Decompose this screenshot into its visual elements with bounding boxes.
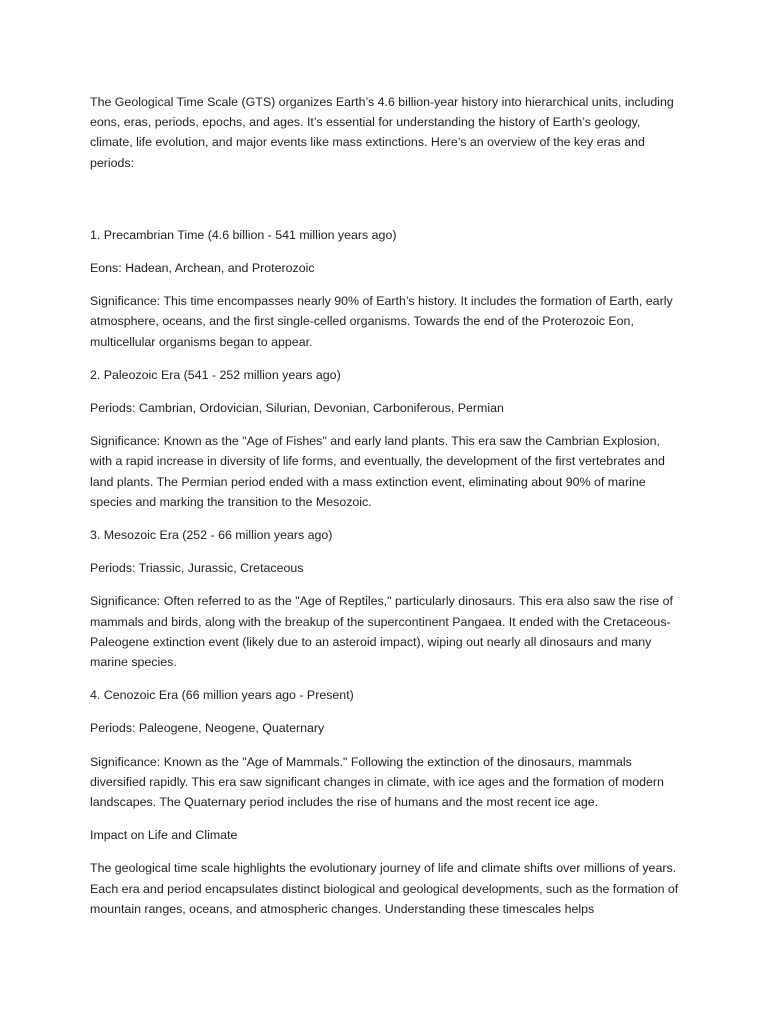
impact-paragraph: The geological time scale highlights the evolutionary journey of life and climate shifts over millions of years. Each era and period encapsulates distinct biological and geological developments, such as the formation of mountain ranges, oceans, and atmospheric changes. Understanding these timescales helps	[90, 861, 679, 916]
section-heading-paleozoic: 2. Paleozoic Era (541 - 252 million years ago)	[90, 367, 341, 382]
section-significance-paleozoic: Significance: Known as the "Age of Fishes" and early land plants. This era saw the Cambrian Explosion, with a rapid increase in diversity of life forms, and eventually, the development of the first vertebrates and land plants. The Permian period ended with a mass extinction event, eliminating about 90% of marine species and marking the transition to the Mesozoic.	[90, 434, 665, 509]
section-subunits-paleozoic: Periods: Cambrian, Ordovician, Silurian, Devonian, Carboniferous, Permian	[90, 401, 504, 416]
section-heading-precambrian: 1. Precambrian Time (4.6 billion - 541 million years ago)	[90, 227, 397, 242]
section-significance-mesozoic: Significance: Often referred to as the "Age of Reptiles," particularly dinosaurs. This era also saw the rise of mammals and birds, along with the breakup of the supercontinent Pangaea. It ended with the Cretaceous-Paleogene extinction event (likely due to an asteroid impact), wiping out nearly all dinosaurs and many marine species.	[90, 594, 673, 670]
section-subunits-mesozoic: Periods: Triassic, Jurassic, Cretaceous	[90, 561, 304, 576]
intro-paragraph: The Geological Time Scale (GTS) organizes Earth’s 4.6 billion-year history into hierarchical units, including eons, eras, periods, epochs, and ages. It’s essential for understanding the history of Earth’s geology, climate, life evolution, and major events like mass extinctions. Here’s an overview of the key eras and periods:	[90, 95, 674, 170]
section-heading-cenozoic: 4. Cenozoic Era (66 million years ago - Present)	[90, 688, 354, 703]
blank-space	[90, 173, 685, 225]
section-significance-cenozoic: Significance: Known as the "Age of Mammals." Following the extinction of the dinosaurs, mammals diversified rapidly. This era saw significant changes in climate, with ice ages and the formation of modern landscapes. The Quaternary period includes the rise of humans and the most recent ice age.	[90, 754, 664, 810]
section-heading-mesozoic: 3. Mesozoic Era (252 - 66 million years ago)	[90, 528, 333, 543]
impact-heading: Impact on Life and Climate	[90, 828, 238, 843]
section-subunits-cenozoic: Periods: Paleogene, Neogene, Quaternary	[90, 721, 325, 736]
section-subunits-precambrian: Eons: Hadean, Archean, and Proterozoic	[90, 261, 315, 276]
section-significance-precambrian: Significance: This time encompasses nearly 90% of Earth’s history. It includes the formation of Earth, early atmosphere, oceans, and the first single-celled organisms. Towards the end of the Proterozoic Eon, multicellular organisms began to appear.	[90, 294, 673, 349]
document-body	[90, 92, 685, 932]
